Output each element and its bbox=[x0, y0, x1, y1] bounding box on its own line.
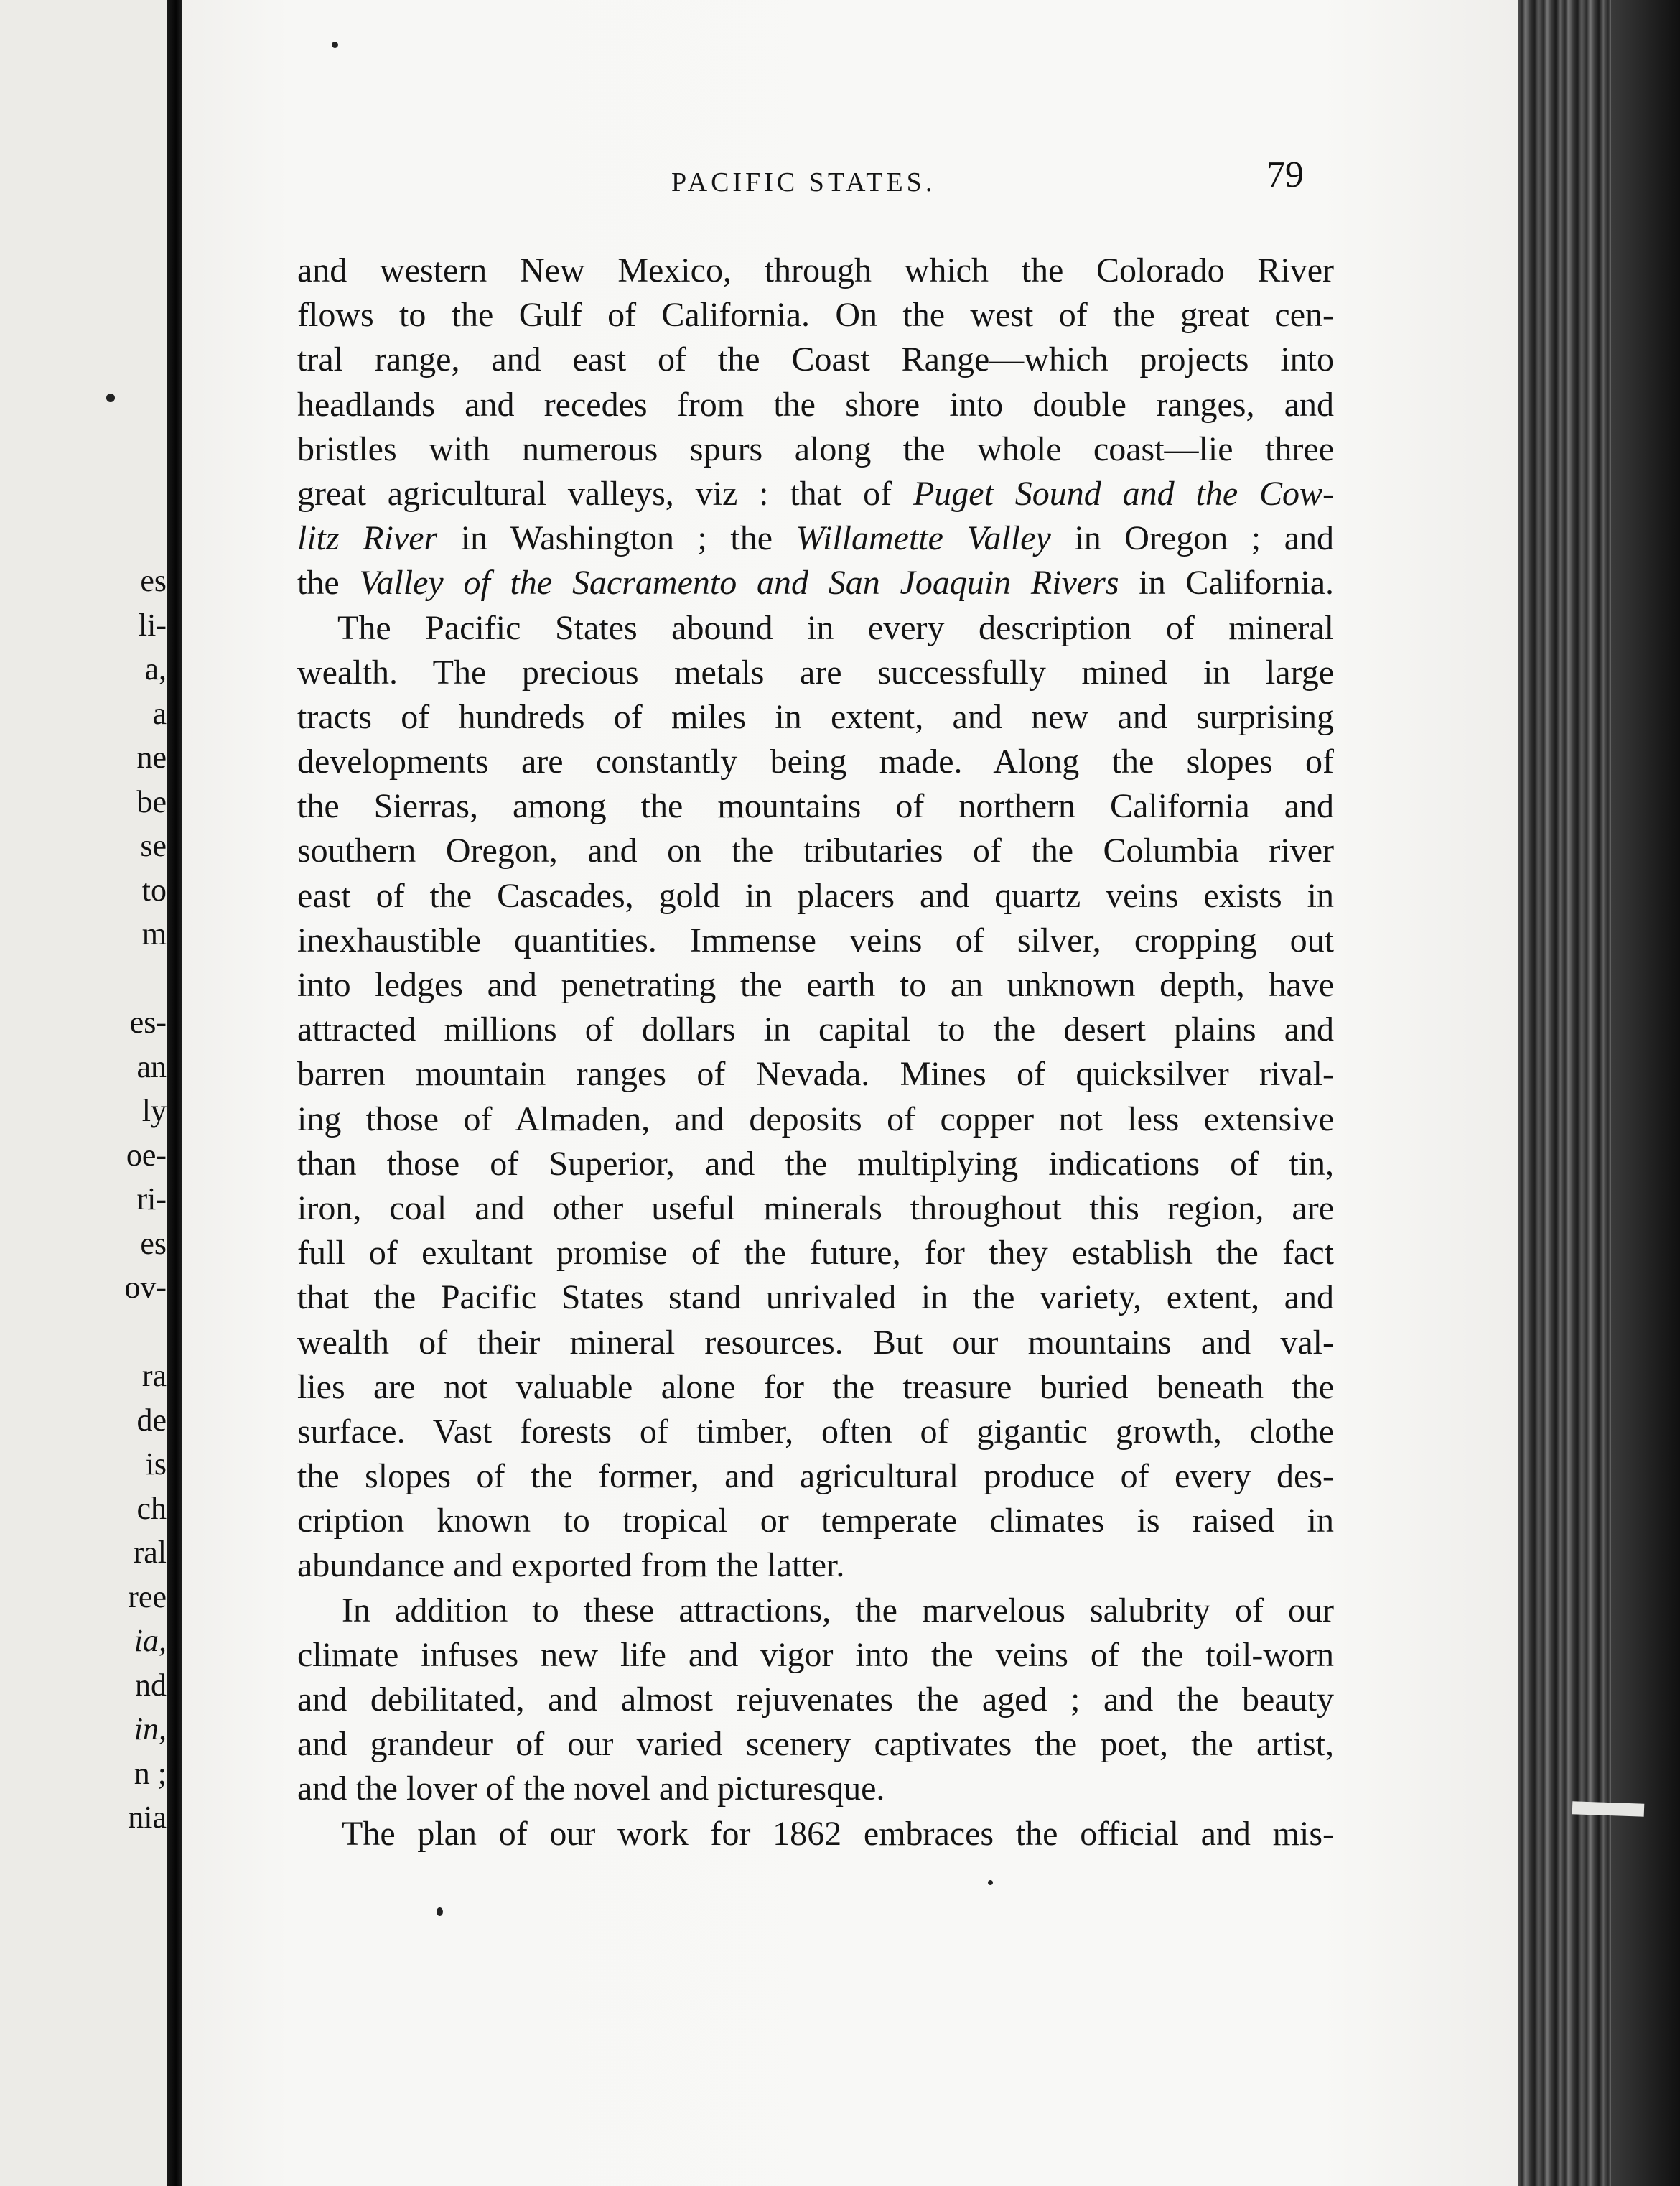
text-run: in California. bbox=[1119, 564, 1335, 603]
text-line bbox=[297, 516, 1334, 561]
facing-page-fragment: is bbox=[145, 1446, 167, 1482]
facing-page-fragment: ree bbox=[128, 1578, 167, 1614]
facing-page-fragment bbox=[124, 957, 167, 1001]
text-line: tracts of hundreds of miles in extent, and new and surprising bbox=[297, 697, 1334, 736]
text-line: climate infuses new life and vigor into the veins of the toil-worn bbox=[297, 1635, 1334, 1674]
text-line bbox=[297, 472, 1334, 516]
text-line: attracted millions of dollars in capital to the desert plains and bbox=[297, 1010, 1334, 1049]
speck bbox=[988, 1880, 993, 1885]
text-line: tral range, and east of the Coast Range—which projects into bbox=[297, 340, 1334, 379]
facing-page-fragment: n ; bbox=[134, 1755, 167, 1791]
text-line: into ledges and penetrating the earth to an unknown depth, have bbox=[297, 966, 1334, 1004]
facing-page-fragment: ri- bbox=[136, 1181, 167, 1217]
facing-page-fragments bbox=[124, 559, 167, 1840]
facing-page-fragment: nia bbox=[128, 1800, 167, 1835]
text-line: barren mountain ranges of Nevada. Mines of quicksilver rival- bbox=[297, 1055, 1334, 1094]
body-text bbox=[297, 248, 1334, 1856]
text-line: and western New Mexico, through which the Colorado River bbox=[297, 251, 1334, 289]
text-line: the slopes of the former, and agricultural produce of every des- bbox=[297, 1457, 1334, 1496]
text-line: inexhaustible quantities. Immense veins of silver, cropping out bbox=[297, 921, 1334, 959]
page-number: 79 bbox=[1266, 154, 1304, 195]
italic-phrase: Valley of the Sacramento and San Joaquin Rivers bbox=[359, 564, 1119, 603]
text-run: in Oregon ; and bbox=[1050, 519, 1335, 558]
facing-page-fragment: a bbox=[152, 695, 167, 731]
text-line: full of exultant promise of the future, for they establish the fact bbox=[297, 1234, 1334, 1273]
text-run: great agricultural valleys, viz : that of bbox=[297, 474, 913, 513]
facing-page-fragment: ia, bbox=[134, 1623, 167, 1658]
text-line: ing those of Almaden, and deposits of copper not less extensive bbox=[297, 1099, 1334, 1138]
text-line bbox=[297, 561, 1334, 605]
facing-page-fragment: ral bbox=[133, 1535, 167, 1570]
speck bbox=[106, 394, 115, 402]
facing-page-fragment bbox=[124, 1310, 167, 1354]
text-line: east of the Cascades, gold in placers and quartz veins exists in bbox=[297, 876, 1334, 915]
text-line: the Sierras, among the mountains of northern California and bbox=[297, 787, 1334, 826]
italic-phrase: Puget Sound and the Cow- bbox=[913, 474, 1334, 513]
text-line: abundance and exported from the latter. bbox=[297, 1546, 845, 1585]
facing-page-fragment: ra bbox=[141, 1358, 167, 1393]
page-edge-tear bbox=[1572, 1801, 1645, 1816]
facing-page-fragment: oe- bbox=[126, 1137, 167, 1173]
text-run: in Washington ; the bbox=[437, 519, 796, 558]
text-line: headlands and recedes from the shore into double ranges, and bbox=[297, 385, 1334, 424]
facing-page-fragment: in, bbox=[134, 1711, 167, 1747]
book-gutter bbox=[167, 0, 182, 2186]
speck bbox=[437, 1907, 443, 1916]
text-line: developments are constantly being made. Along the slopes of bbox=[297, 743, 1334, 781]
text-line: The Pacific States abound in every description of mineral bbox=[337, 608, 1334, 647]
text-line: than those of Superior, and the multiplying indications of tin, bbox=[297, 1144, 1334, 1183]
facing-page-fragment: ly bbox=[141, 1093, 167, 1128]
text-line: cription known to tropical or temperate climates is raised in bbox=[297, 1502, 1334, 1540]
facing-page-fragment: be bbox=[136, 783, 167, 819]
facing-page-fragment: es bbox=[140, 1225, 167, 1261]
facing-page-fragment: to bbox=[141, 872, 167, 908]
facing-page-fragment: nd bbox=[135, 1667, 167, 1703]
facing-page-fragment: ne bbox=[136, 740, 167, 775]
text-line: and the lover of the novel and picturesque. bbox=[297, 1769, 885, 1808]
text-line: wealth of their mineral resources. But our mountains and val- bbox=[297, 1323, 1334, 1362]
facing-page-fragment: es bbox=[140, 563, 167, 598]
text-line: wealth. The precious metals are successfully mined in large bbox=[297, 653, 1334, 692]
facing-page bbox=[0, 0, 167, 2186]
facing-page-fragment: m bbox=[141, 916, 167, 952]
facing-page-fragment: li- bbox=[138, 607, 167, 643]
text-line: and grandeur of our varied scenery captivates the poet, the artist, bbox=[297, 1725, 1334, 1764]
italic-phrase: Willamette Valley bbox=[795, 519, 1051, 558]
running-head: PACIFIC STATES. bbox=[671, 167, 936, 197]
facing-page-fragment: an bbox=[136, 1048, 167, 1084]
text-line: The plan of our work for 1862 embraces the official and mis- bbox=[342, 1814, 1334, 1853]
facing-page-fragment: ch bbox=[136, 1490, 167, 1526]
text-run: the bbox=[297, 564, 360, 603]
facing-page-fragment: ov- bbox=[124, 1270, 167, 1305]
page-edge-stack bbox=[1518, 0, 1680, 2186]
facing-page-fragment: a, bbox=[144, 651, 167, 687]
facing-page-fragment: es- bbox=[129, 1005, 167, 1040]
text-line: iron, coal and other useful minerals throughout this region, are bbox=[297, 1189, 1334, 1227]
text-line: flows to the Gulf of California. On the west of the great cen- bbox=[297, 296, 1334, 335]
text-line: surface. Vast forests of timber, often of gigantic growth, clothe bbox=[297, 1412, 1334, 1451]
speck bbox=[332, 42, 338, 48]
facing-page-fragment: se bbox=[140, 828, 167, 863]
text-line: lies are not valuable alone for the treasure buried beneath the bbox=[297, 1367, 1334, 1406]
text-line: and debilitated, and almost rejuvenates the aged ; and the beauty bbox=[297, 1680, 1334, 1718]
text-line: bristles with numerous spurs along the whole coast—lie three bbox=[297, 429, 1334, 468]
text-line: that the Pacific States stand unrivaled in the variety, extent, and bbox=[297, 1278, 1334, 1317]
facing-page-fragment: de bbox=[136, 1402, 167, 1438]
text-line: In addition to these attractions, the marvelous salubrity of our bbox=[342, 1591, 1334, 1629]
italic-phrase: litz River bbox=[297, 519, 438, 558]
text-line: southern Oregon, and on the tributaries of the Columbia river bbox=[297, 832, 1334, 870]
